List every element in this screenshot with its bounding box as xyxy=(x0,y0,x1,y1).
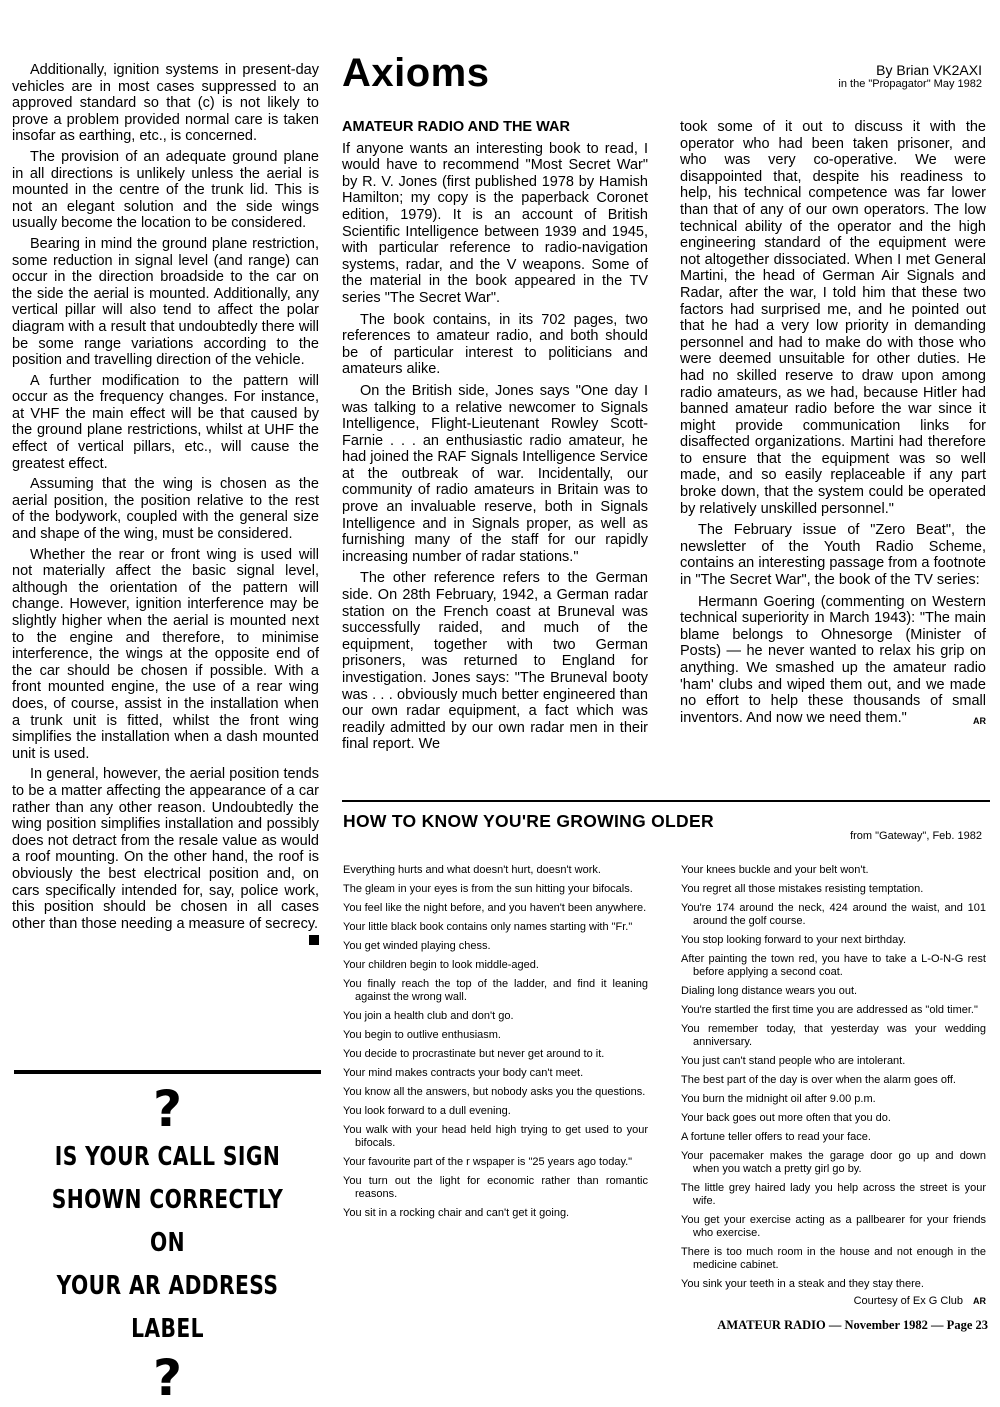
left-paragraph: The provision of an adequate ground plane in all directions is unlikely unless the aerial is mounted in the centre of the trunk lid. This is not an elegant solution and the side wings usually become the location to be considered. xyxy=(12,148,319,232)
left-paragraph-final xyxy=(12,766,319,932)
axioms-paragraph: If anyone wants an interesting book to read, I would have to recommend "Most Secret War" by R. V. Jones (first published 1978 by Hamish Hamilton; my copy is the paperback Coronet edition, 1979). It is an account of British Scientific Intelligence between 1939 and 1945, with particular reference to radio-navigation systems, radar, and the V weapons. Some of the material in the book appeared in the TV series "The Secret War". xyxy=(342,140,648,306)
callsign-box-rule xyxy=(14,1070,321,1074)
left-paragraph: Whether the rear or front wing is used will not materially affect the basic signal level, although the orientation of the pattern will change. However, ignition interference may be slightly higher when the aerial is mounted next to the engine and therefore, to minimise interference, the wings at the opposite end of the car should be chosen if possible. With a front mounted engine, the use of a rear wing does, of course, assist in the installation when a trunk unit is fitted, whilst the front wing simplifies the installation when a dash mounted unit is used. xyxy=(12,546,319,762)
older-list-right xyxy=(681,864,986,1308)
axioms-title: Axioms xyxy=(342,51,490,95)
axioms-quote-text: Hermann Goering (commenting on Western technical superiority in March 1943): "The main blame belongs to Ohnesorge (Minister of Posts) — he never wanted to relax his grip on anything. We smashed up the amateur radio 'ham' clubs and wiped them out, and we made no effort to help these thousands of small inventors. And now we need them." xyxy=(680,593,986,726)
older-list-item: Your children begin to look middle-aged. xyxy=(343,959,539,971)
left-paragraph: Bearing in mind the ground plane restriction, some reduction in signal level (and range) can occur in the direction broadside to the car on the side the aerial is mounted. Additionally, any vertical pillar will also tend to affect the polar diagram with a result that undoubtedly there will be some range variations according to the position and travelling direction of the vehicle. xyxy=(12,235,319,369)
older-list-item: The little grey haired lady you help across the street is your wife. xyxy=(681,1182,986,1207)
older-list-item: Your back goes out more often that you do. xyxy=(681,1112,891,1124)
older-list-item: After painting the town red, you have to take a L-O-N-G rest before applying a second coat. xyxy=(681,953,986,978)
older-list-item: You burn the midnight oil after 9.00 p.m. xyxy=(681,1093,876,1105)
left-paragraph: Assuming that the wing is chosen as the aerial position, the position relative to the rest of the bodywork, coupled with the general size and shape of the wing, must be considered. xyxy=(12,476,319,543)
ar-end-mark: AR xyxy=(973,715,986,726)
axioms-paragraph-final xyxy=(680,594,986,727)
ar-end-mark: AR xyxy=(973,1296,986,1306)
older-list-item: You sit in a rocking chair and can't get it going. xyxy=(343,1207,570,1219)
callsign-notice xyxy=(14,1082,321,1405)
older-list-item: Your mind makes contracts your body can't meet. xyxy=(343,1067,584,1079)
older-list-item: You get your exercise acting as a pallbearer for your friends who exercise. xyxy=(681,1214,986,1239)
older-list-item: You turn out the light for economic rather than romantic reasons. xyxy=(343,1175,648,1200)
older-list-item: You remember today, that yesterday was your wedding anniversary. xyxy=(681,1023,986,1048)
byline-source: in the "Propagator" May 1982 xyxy=(838,78,982,90)
callsign-line-2: SHOWN CORRECTLY ON xyxy=(51,1185,284,1258)
older-list-item: You look forward to a dull evening. xyxy=(343,1105,511,1117)
left-paragraph: A further modification to the pattern will occur as the frequency changes. For instance, at VHF the main effect will be that caused by the ground plane restrictions, whilst at UHF the effect of vertical pillars, etc., will cause the greatest effect. xyxy=(12,372,319,472)
axioms-paragraph: The February issue of "Zero Beat", the newsletter of the Youth Radio Scheme, contains an interesting passage from a footnote in "The Secret War", the book of the TV series: xyxy=(680,522,986,589)
axioms-paragraph: took some of it out to discuss it with the operator who had been taken prisoner, and who was very co-operative. We were disappointed that, despite his readiness to help, his technical competence was far lower than that of any of our own operators. The low technical ability of the operator and the high engineering standard of the equipment were not altogether dissociated. When I met General Martini, the head of German Air Signals and Radar, after the war, I told him that these two factors had surprised me, and he pointed out that he had a very low priority in demanding personnel and had to make do with those who were deemed unsuitable for other duties. He had no skilled reserve to draw upon among radio amateurs, as we had, because Hitler had banned amateur radio before the war since it might provide communication links for disaffected organizations. Martini had therefore to ensure that the equipment was so well made, and so easily replaceable if any part broke down, that the system could be operated by relatively unskilled personnel." xyxy=(680,119,986,517)
older-list-item: There is too much room in the house and not enough in the medicine cabinet. xyxy=(681,1246,986,1271)
older-list-item: Dialing long distance wears you out. xyxy=(681,985,858,997)
older-title: HOW TO KNOW YOU'RE GROWING OLDER xyxy=(343,811,714,831)
question-mark-bottom: ? xyxy=(152,1349,182,1407)
older-list-item: Your pacemaker makes the garage door go up and down when you watch a pretty girl go by. xyxy=(681,1150,986,1175)
older-list-item: You join a health club and don't go. xyxy=(343,1010,514,1022)
older-list-item: You decide to procrastinate but never get around to it. xyxy=(343,1048,605,1060)
courtesy-text: Courtesy of Ex G Club xyxy=(853,1295,963,1307)
older-list-item: A fortune teller offers to read your face. xyxy=(681,1131,871,1143)
older-list-item: Your little black book contains only names starting with "Fr." xyxy=(343,921,633,933)
section-heading: AMATEUR RADIO AND THE WAR xyxy=(342,119,570,135)
older-source: from "Gateway", Feb. 1982 xyxy=(850,830,982,842)
older-list-item: You finally reach the top of the ladder, and find it leaning against the wrong wall. xyxy=(343,978,648,1003)
question-mark-top: ? xyxy=(152,1080,182,1138)
older-list-item: Your knees buckle and your belt won't. xyxy=(681,864,869,876)
older-list-item: You just can't stand people who are intolerant. xyxy=(681,1055,906,1067)
end-square-icon xyxy=(309,935,319,945)
older-list-item: Everything hurts and what doesn't hurt, doesn't work. xyxy=(343,864,601,876)
axioms-right-column xyxy=(680,119,986,731)
left-paragraph-text: In general, however, the aerial position tends to be a matter affecting the appearance of a car rather than any other reason. Undoubtedly the wing position simplifies installation and possibly does not detract from the resale value as would a roof mounting. On the other hand, the roof is obviously the best electrical position and, on cars specifically intended for, say, police work, this position should be chosen in all cases other than those needing a measure of secrecy. xyxy=(12,766,319,932)
axioms-paragraph: On the British side, Jones says "One day I was talking to a relative newcomer to Signals Intelligence, Flight-Lieutenant Rowley Scott-Farnie . . . an enthusiastic radio amateur, he had joined the RAF Signals Intelligence Service at the outbreak of war. Incidentally, our community of radio amateurs in Britain was to prove an invaluable reserve, both in Signals Intelligence and in Signals proper, as well as furnishing many of the staff for our rapidly increasing number of radar stations." xyxy=(342,382,648,565)
older-list-item: You're 174 around the neck, 424 around the waist, and 101 around the golf course. xyxy=(681,902,986,927)
older-list-item: The best part of the day is over when the alarm goes off. xyxy=(681,1074,956,1086)
older-list-item: The gleam in your eyes is from the sun hitting your bifocals. xyxy=(343,883,633,895)
older-list-item: You know all the answers, but nobody asks you the questions. xyxy=(343,1086,646,1098)
older-list-item: Your favourite part of the r wspaper is "25 years ago today." xyxy=(343,1156,633,1168)
callsign-line-1: IS YOUR CALL SIGN xyxy=(54,1142,281,1172)
older-list-item: You walk with your head held high trying to get used to your bifocals. xyxy=(343,1124,648,1149)
older-list-item: You regret all those mistakes resisting temptation. xyxy=(681,883,924,895)
older-list-item: You get winded playing chess. xyxy=(343,940,491,952)
older-list-left xyxy=(343,864,648,1226)
callsign-line-3: YOUR AR ADDRESS LABEL xyxy=(56,1271,279,1344)
older-list-item: You sink your teeth in a steak and they stay there. xyxy=(681,1278,924,1290)
axioms-middle-column xyxy=(342,119,648,758)
older-list-item: You stop looking forward to your next birthday. xyxy=(681,934,907,946)
older-list-item: You feel like the night before, and you haven't been anywhere. xyxy=(343,902,647,914)
axioms-paragraph: The book contains, in its 702 pages, two references to amateur radio, and both should be of particular interest to politicians and amateurs alike. xyxy=(342,311,648,378)
axioms-byline xyxy=(838,62,982,91)
older-list-item: You begin to outlive enthusiasm. xyxy=(343,1029,501,1041)
section-divider xyxy=(342,800,990,802)
left-article-column xyxy=(12,62,319,945)
older-list-item: You're startled the first time you are addressed as "old timer." xyxy=(681,1004,978,1016)
courtesy-line xyxy=(681,1295,986,1308)
left-paragraph: Additionally, ignition systems in present-day vehicles are in most cases suppressed to an approved standard so that (c) is not likely to prove a problem provided normal care is taken insofar as earthing, etc., is concerned. xyxy=(12,62,319,145)
byline-author: By Brian VK2AXI xyxy=(876,62,982,78)
axioms-paragraph: The other reference refers to the German side. On 28th February, 1942, a German radar station on the French coast at Bruneval was successfully raided, and much of the equipment, together with two German prisoners, was returned to England for investigation. Jones says: "The Bruneval booty was . . . obviously much better engineered than our own radar equipment, a fact which was readily admitted by our own radar men in their final report. We xyxy=(342,570,648,753)
page-footer: AMATEUR RADIO — November 1982 — Page 23 xyxy=(717,1318,988,1332)
